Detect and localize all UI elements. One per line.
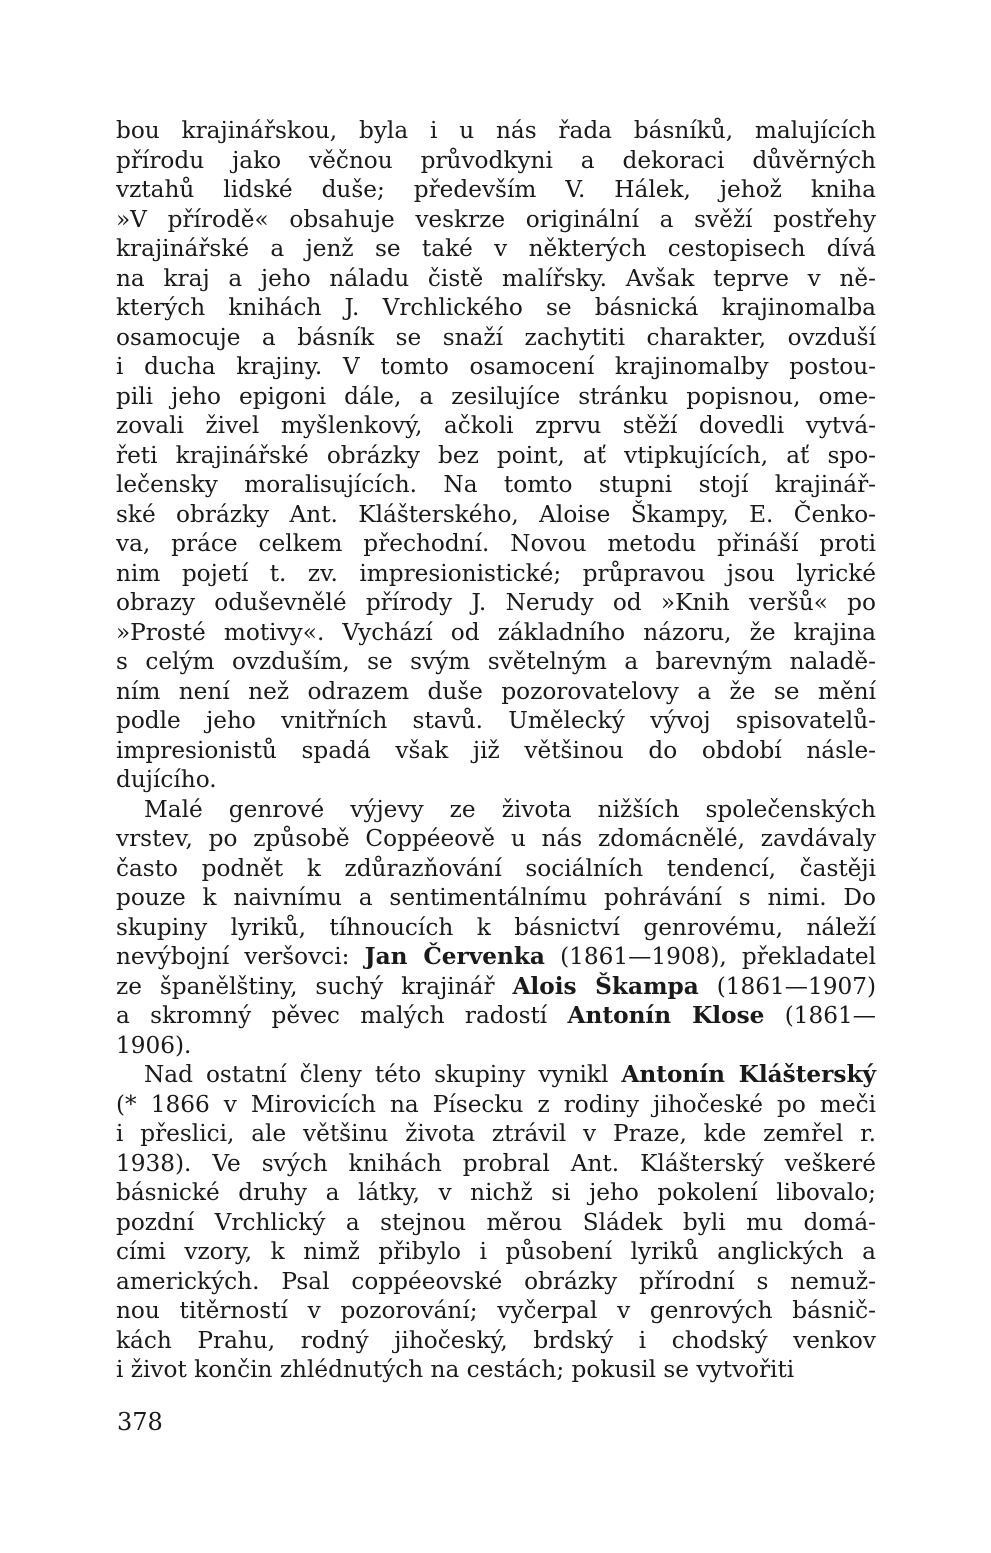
text-run: Nad ostatní členy této skupiny vynikl bbox=[144, 1061, 622, 1088]
text-run: pili jeho epigoni dále, a zesilujíce stránku popisnou, ome- bbox=[116, 382, 876, 410]
text-line bbox=[116, 1326, 876, 1356]
paragraph bbox=[116, 795, 876, 1061]
text-run: ské obrázky Ant. Klášterského, Aloise Škampy, E. Čenko- bbox=[116, 500, 876, 528]
author-name: Antonín Klášterský bbox=[621, 1061, 876, 1088]
author-name: Antonín Klose bbox=[567, 1002, 765, 1029]
text-run: 1906). bbox=[116, 1031, 192, 1059]
text-line bbox=[116, 647, 876, 677]
text-run: (* 1866 v Mirovicích na Písecku z rodiny jihočeské po meči bbox=[116, 1090, 876, 1118]
text-line bbox=[116, 618, 876, 648]
author-name: Alois Škampa bbox=[512, 972, 699, 1000]
text-line bbox=[116, 1355, 876, 1385]
text-run: zovali živel myšlenkový, ačkoli zprvu stěží dovedli vytvá- bbox=[116, 412, 876, 439]
text-run: nevýbojní veršovci: bbox=[116, 943, 365, 970]
text-line bbox=[116, 559, 876, 589]
text-line bbox=[116, 1208, 876, 1238]
text-line bbox=[116, 175, 876, 205]
text-line bbox=[116, 795, 876, 825]
text-run: často podnět k zdůrazňování sociálních tendencí, častěji bbox=[116, 854, 876, 882]
text-line bbox=[116, 264, 876, 294]
author-name: Jan Červenka bbox=[364, 943, 545, 970]
paragraph bbox=[116, 116, 876, 795]
text-run: vrstev, po způsobě Coppéeově u nás zdomácnělé, zavdávaly bbox=[116, 825, 876, 852]
text-line bbox=[116, 972, 876, 1002]
text-line bbox=[116, 1237, 876, 1267]
text-run: nim pojetí t. zv. impresionistické; průpravou jsou lyrické bbox=[116, 559, 876, 587]
text-run: (1861— bbox=[764, 1002, 876, 1029]
text-run: va, práce celkem přechodní. Novou metodu přináší proti bbox=[116, 530, 876, 557]
text-line bbox=[116, 1001, 876, 1031]
text-line bbox=[116, 470, 876, 500]
text-line bbox=[116, 1031, 876, 1061]
text-run: vztahů lidské duše; především V. Hálek, jehož kniha bbox=[116, 176, 876, 203]
text-line bbox=[116, 411, 876, 441]
text-line bbox=[116, 706, 876, 736]
text-line bbox=[116, 765, 876, 795]
text-run: s celým ovzduším, se svým světelným a barevným naladě- bbox=[116, 648, 876, 675]
text-run: (1861—1907) bbox=[698, 972, 877, 1000]
text-run: básnické druhy a látky, v nichž si jeho pokolení libovalo; bbox=[116, 1179, 876, 1206]
text-line bbox=[116, 883, 876, 913]
text-run: amerických. Psal coppéeovské obrázky přírodní s nemuž- bbox=[116, 1267, 876, 1295]
text-run: kterých knihách J. Vrchlického se básnická krajinomalba bbox=[116, 294, 876, 321]
text-run: bou krajinářskou, byla i u nás řada básníků, malujících bbox=[116, 117, 876, 144]
text-run: obrazy oduševnělé přírody J. Nerudy od »Knih veršů« po bbox=[116, 589, 876, 616]
page-number: 378 bbox=[117, 1408, 163, 1436]
text-line bbox=[116, 854, 876, 884]
text-run: a skromný pěvec malých radostí bbox=[116, 1002, 568, 1029]
text-line bbox=[116, 1149, 876, 1179]
text-run: cími vzory, k nimž přibylo i působení lyriků anglických a bbox=[116, 1238, 876, 1265]
text-line bbox=[116, 913, 876, 943]
text-line bbox=[116, 323, 876, 353]
text-line bbox=[116, 234, 876, 264]
text-run: i ducha krajiny. V tomto osamocení krajinomalby postou- bbox=[116, 353, 876, 380]
text-run: i život končin zhlédnutých na cestách; pokusil se vytvořiti bbox=[116, 1356, 795, 1383]
text-line bbox=[116, 205, 876, 235]
text-line bbox=[116, 824, 876, 854]
text-line bbox=[116, 677, 876, 707]
text-run: osamocuje a básník se snaží zachytiti charakter, ovzduší bbox=[116, 323, 876, 351]
text-run: ním není než odrazem duše pozorovatelovy a že se mění bbox=[116, 677, 876, 705]
text-line bbox=[116, 116, 876, 146]
text-line bbox=[116, 1090, 876, 1120]
text-run: dujícího. bbox=[116, 766, 217, 793]
text-run: podle jeho vnitřních stavů. Umělecký vývoj spisovatelů- bbox=[116, 707, 876, 734]
text-run: pozdní Vrchlický a stejnou měrou Sládek byli mu domá- bbox=[116, 1208, 876, 1236]
text-line bbox=[116, 736, 876, 766]
text-run: Malé genrové výjevy ze života nižších společenských bbox=[144, 795, 876, 823]
text-run: pouze k naivnímu a sentimentálnímu pohrávání s nimi. Do bbox=[116, 884, 876, 911]
text-line bbox=[116, 529, 876, 559]
text-run: řeti krajinářské obrázky bez point, ať vtipkujících, ať spo- bbox=[116, 441, 876, 469]
text-run: impresionistů spadá však již většinou do období násle- bbox=[116, 736, 876, 764]
text-line bbox=[116, 588, 876, 618]
text-run: ze španělštiny, suchý krajinář bbox=[116, 972, 513, 1000]
text-line bbox=[116, 382, 876, 412]
text-run: krajinářské a jenž se také v některých cestopisech dívá bbox=[116, 235, 876, 262]
text-line bbox=[116, 500, 876, 530]
text-line bbox=[116, 1296, 876, 1326]
text-line bbox=[116, 146, 876, 176]
text-line bbox=[116, 1119, 876, 1149]
text-line bbox=[116, 1060, 876, 1090]
text-run: (1861—1908), překladatel bbox=[544, 943, 876, 970]
text-run: nou titěrností v pozorování; vyčerpal v genrových básnič- bbox=[116, 1297, 876, 1324]
text-run: lečensky moralisujících. Na tomto stupni stojí krajinář- bbox=[116, 471, 876, 498]
text-run: skupiny lyriků, tíhnoucích k básnictví genrovému, náleží bbox=[116, 913, 876, 941]
paragraph bbox=[116, 1060, 876, 1385]
body-text bbox=[116, 116, 876, 1385]
text-line bbox=[116, 441, 876, 471]
text-line bbox=[116, 293, 876, 323]
text-run: »V přírodě« obsahuje veskrze originální a svěží postřehy bbox=[116, 205, 876, 233]
text-run: 1938). Ve svých knihách probral Ant. Klášterský veškeré bbox=[116, 1149, 876, 1177]
text-run: přírodu jako věčnou průvodkyni a dekoraci důvěrných bbox=[116, 146, 876, 174]
text-line bbox=[116, 1267, 876, 1297]
text-run: na kraj a jeho náladu čistě malířsky. Avšak teprve v ně- bbox=[116, 264, 876, 292]
text-line bbox=[116, 942, 876, 972]
text-line bbox=[116, 1178, 876, 1208]
text-run: i přeslici, ale většinu života ztrávil v Praze, kde zemřel r. bbox=[116, 1120, 876, 1147]
text-line bbox=[116, 352, 876, 382]
text-run: »Prosté motivy«. Vychází od základního názoru, že krajina bbox=[116, 618, 876, 646]
text-run: kách Prahu, rodný jihočeský, brdský i chodský venkov bbox=[116, 1326, 876, 1354]
